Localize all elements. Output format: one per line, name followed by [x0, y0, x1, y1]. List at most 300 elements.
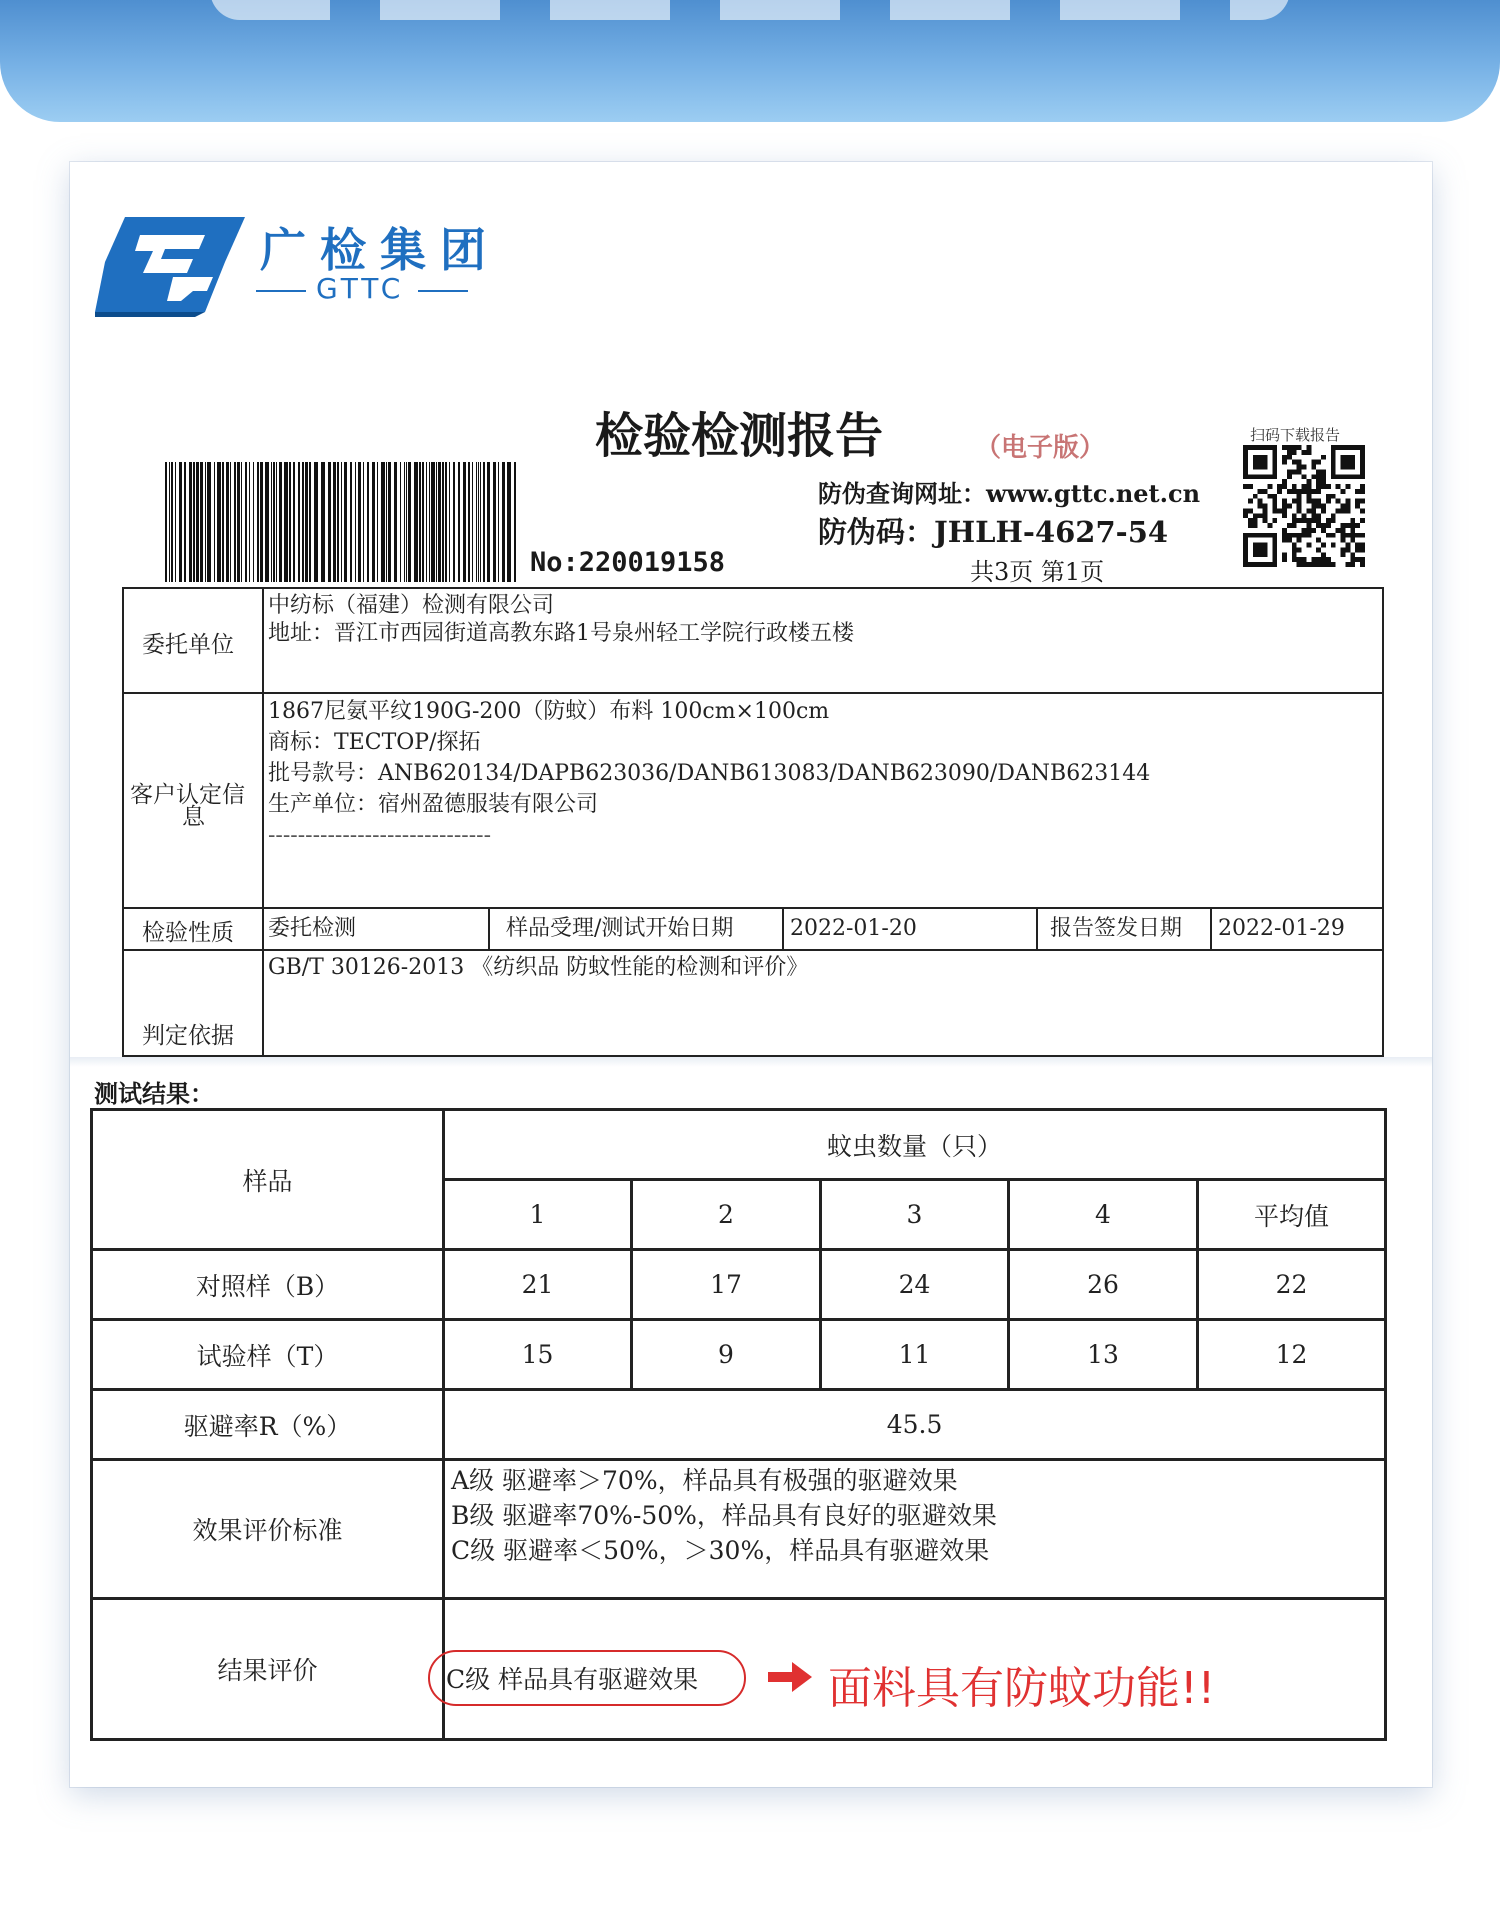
section-seam	[70, 1057, 1432, 1067]
info-divider	[1210, 907, 1212, 949]
qr-module	[1263, 508, 1268, 513]
qr-module	[1282, 445, 1287, 450]
barcode-bar	[436, 462, 437, 582]
barcode-bar	[214, 462, 215, 582]
qr-module	[1321, 474, 1326, 479]
barcode-bar	[431, 462, 435, 582]
qr-module	[1258, 513, 1263, 518]
barcode-bar	[293, 462, 295, 582]
barcode-bar	[493, 462, 496, 582]
qr-module	[1267, 523, 1272, 528]
qr-module	[1306, 450, 1311, 455]
qr-module	[1306, 479, 1311, 484]
qr-module	[1326, 499, 1331, 504]
qr-module	[1258, 504, 1263, 509]
barcode-bar	[175, 462, 176, 582]
barcode-bar	[442, 462, 444, 582]
qr-module	[1302, 528, 1307, 533]
qr-module	[1297, 469, 1302, 474]
qr-module	[1282, 538, 1287, 543]
barcode-bar	[386, 462, 387, 582]
qr-module	[1360, 489, 1365, 494]
barcode-bar	[394, 462, 397, 582]
qr-module	[1297, 518, 1302, 523]
qr-module	[1282, 508, 1287, 513]
qr-module	[1350, 557, 1355, 562]
info-divider	[1036, 907, 1038, 949]
barcode-bar	[355, 462, 356, 582]
qr-module	[1243, 508, 1248, 513]
table-cell: 24	[821, 1250, 1009, 1320]
count-header: 蚊虫数量（只）	[444, 1110, 1386, 1180]
barcode-bar	[400, 462, 401, 582]
qr-finder	[1253, 543, 1268, 558]
standard-line-a: A级 驱避率＞70%，样品具有极强的驱避效果	[451, 1466, 958, 1495]
qr-module	[1355, 489, 1360, 494]
barcode-bar	[422, 462, 424, 582]
qr-module	[1302, 562, 1307, 567]
qr-module	[1282, 552, 1287, 557]
qr-module	[1331, 518, 1336, 523]
barcode-bar	[333, 462, 336, 582]
qr-caption: 扫码下载报告	[1250, 426, 1341, 444]
qr-module	[1341, 538, 1346, 543]
qr-module	[1316, 474, 1321, 479]
client-address: 地址：晋江市西园街道高教东路1号泉州轻工学院行政楼五楼	[268, 621, 854, 646]
barcode-bar	[502, 462, 505, 582]
qr-module	[1282, 460, 1287, 465]
arrow-right-icon	[768, 1662, 812, 1692]
qr-module	[1292, 552, 1297, 557]
qr-module	[1345, 484, 1350, 489]
table-cell: 15	[444, 1320, 632, 1390]
barcode-bar	[514, 462, 516, 582]
qr-module	[1277, 489, 1282, 494]
barcode-bar	[381, 462, 385, 582]
barcode-bar	[358, 462, 361, 582]
qr-module	[1345, 533, 1350, 538]
qr-module	[1355, 499, 1360, 504]
qr-module	[1263, 513, 1268, 518]
brand-info: 商标：TECTOP/探拓	[268, 730, 481, 755]
barcode-bar	[193, 462, 195, 582]
standard-label: 效果评价标准	[92, 1460, 444, 1599]
barcode-bar	[298, 462, 300, 582]
qr-module	[1341, 504, 1346, 509]
qr-module	[1326, 533, 1331, 538]
qr-module	[1306, 523, 1311, 528]
barcode-bar	[414, 462, 418, 582]
qr-module	[1360, 557, 1365, 562]
qr-module	[1287, 523, 1292, 528]
barcode-bar	[406, 462, 407, 582]
qr-module	[1267, 484, 1272, 489]
barcode-bar	[404, 462, 405, 582]
qr-module	[1331, 562, 1336, 567]
qr-module	[1292, 469, 1297, 474]
logo-rule-left	[256, 290, 306, 292]
table-row	[92, 1320, 1386, 1390]
barcode-bar	[257, 462, 259, 582]
barcode-bar	[184, 462, 186, 582]
qr-module	[1287, 445, 1292, 450]
qr-module	[1282, 504, 1287, 509]
qr-module	[1297, 489, 1302, 494]
qr-module	[1292, 543, 1297, 548]
customer-info-label: 客户认定信	[130, 782, 245, 808]
qr-module	[1311, 460, 1316, 465]
qr-module	[1258, 499, 1263, 504]
barcode-bar	[388, 462, 391, 582]
table-cell: 13	[1009, 1320, 1198, 1390]
qr-module	[1321, 469, 1326, 474]
barcode-bar	[284, 462, 288, 582]
qr-module	[1321, 557, 1326, 562]
qr-module	[1350, 538, 1355, 543]
table-cell: 11	[821, 1320, 1009, 1390]
qr-module	[1336, 508, 1341, 513]
qr-module	[1316, 518, 1321, 523]
results-table	[90, 1108, 1387, 1741]
barcode-bar	[419, 462, 421, 582]
row-label: 对照样（B）	[92, 1250, 444, 1320]
qr-module	[1321, 523, 1326, 528]
barcode-bar	[372, 462, 375, 582]
qr-module	[1326, 494, 1331, 499]
column-header: 3	[821, 1180, 1009, 1250]
qr-module	[1360, 547, 1365, 552]
barcode-bar	[408, 462, 411, 582]
qr-module	[1272, 504, 1277, 509]
qr-module	[1326, 484, 1331, 489]
issue-date-label: 报告签发日期	[1050, 916, 1183, 941]
barcode-bar	[367, 462, 369, 582]
qr-module	[1253, 494, 1258, 499]
qr-module	[1287, 533, 1292, 538]
rate-label: 驱避率R（%）	[92, 1390, 444, 1460]
qr-finder	[1253, 455, 1268, 470]
customer-info-label-cont: 息	[182, 804, 205, 830]
qr-module	[1311, 562, 1316, 567]
standard-line-c: C级 驱避率＜50%，＞30%，样品具有驱避效果	[451, 1536, 990, 1565]
qr-module	[1248, 518, 1253, 523]
barcode-bar	[483, 462, 485, 582]
qr-module	[1345, 543, 1350, 548]
qr-module	[1345, 499, 1350, 504]
report-title: 检验检测报告	[595, 408, 884, 464]
barcode-bar	[217, 462, 221, 582]
qr-module	[1292, 460, 1297, 465]
qr-module	[1311, 508, 1316, 513]
barcode-bar	[453, 462, 455, 582]
qr-module	[1316, 538, 1321, 543]
barcode-bar	[273, 462, 275, 582]
basis-label: 判定依据	[142, 1023, 234, 1049]
qr-module	[1355, 523, 1360, 528]
barcode-bar	[226, 462, 229, 582]
qr-module	[1321, 484, 1326, 489]
barcode-bar	[237, 462, 240, 582]
barcode-bar	[171, 462, 173, 582]
qr-module	[1263, 504, 1268, 509]
producer-info: 生产单位：宿州盈德服装有限公司	[268, 792, 599, 817]
report-edition: （电子版）	[975, 433, 1106, 463]
barcode-bar	[169, 462, 170, 582]
qr-module	[1306, 528, 1311, 533]
barcode-bar	[314, 462, 318, 582]
qr-module	[1350, 552, 1355, 557]
qr-module	[1292, 489, 1297, 494]
barcode-bar	[165, 462, 167, 582]
qr-module	[1263, 518, 1268, 523]
barcode-bar	[249, 462, 250, 582]
barcode-bar	[196, 462, 199, 582]
qr-module	[1287, 450, 1292, 455]
qr-module	[1306, 508, 1311, 513]
qr-module	[1316, 547, 1321, 552]
qr-module	[1282, 533, 1287, 538]
qr-module	[1287, 469, 1292, 474]
qr-module	[1345, 508, 1350, 513]
barcode-bar	[449, 462, 450, 582]
qr-module	[1297, 508, 1302, 513]
barcode-bar	[289, 462, 291, 582]
qr-module	[1302, 533, 1307, 538]
highlight-claim: 面料具有防蚊功能!!	[828, 1663, 1216, 1714]
qr-module	[1282, 484, 1287, 489]
qr-module	[1341, 533, 1346, 538]
table-cell: 26	[1009, 1250, 1198, 1320]
qr-module	[1331, 494, 1336, 499]
qr-module	[1311, 499, 1316, 504]
qr-module	[1302, 513, 1307, 518]
qr-module	[1350, 528, 1355, 533]
qr-module	[1311, 504, 1316, 509]
qr-module	[1316, 499, 1321, 504]
anti-fake-code: 防伪码：JHLH-4627-54	[818, 515, 1169, 549]
qr-module	[1316, 562, 1321, 567]
qr-module	[1311, 465, 1316, 470]
qr-module	[1302, 484, 1307, 489]
report-document	[70, 162, 1432, 1787]
batch-info: 批号款号：ANB620134/DAPB623036/DANB613083/DANB623090/DANB623144	[268, 761, 1151, 786]
qr-module	[1316, 484, 1321, 489]
qr-module	[1272, 518, 1277, 523]
qr-module	[1282, 528, 1287, 533]
qr-module	[1341, 552, 1346, 557]
qr-module	[1341, 523, 1346, 528]
qr-module	[1321, 552, 1326, 557]
qr-module	[1360, 484, 1365, 489]
results-title: 测试结果：	[94, 1079, 214, 1108]
qr-module	[1306, 494, 1311, 499]
qr-module	[1292, 450, 1297, 455]
qr-module	[1292, 499, 1297, 504]
table-cell: 12	[1198, 1320, 1386, 1390]
qr-module	[1350, 518, 1355, 523]
qr-module	[1297, 557, 1302, 562]
qr-module	[1292, 523, 1297, 528]
qr-module	[1316, 460, 1321, 465]
qr-module	[1321, 504, 1326, 509]
qr-module	[1282, 455, 1287, 460]
column-header: 1	[444, 1180, 632, 1250]
qr-module	[1248, 499, 1253, 504]
anti-fake-url: 防伪查询网址：www.gttc.net.cn	[818, 479, 1201, 508]
qr-module	[1258, 489, 1263, 494]
table-cell: 9	[632, 1320, 821, 1390]
barcode-bar	[234, 462, 236, 582]
barcode-bar	[350, 462, 352, 582]
barcode-bar	[344, 462, 347, 582]
qr-module	[1243, 484, 1248, 489]
info-divider	[782, 907, 784, 949]
qr-module	[1360, 543, 1365, 548]
barcode-bar	[478, 462, 479, 582]
qr-module	[1292, 445, 1297, 450]
info-rule	[122, 907, 1384, 909]
qr-module	[1355, 547, 1360, 552]
qr-module	[1253, 523, 1258, 528]
qr-module	[1321, 455, 1326, 460]
brand-name-en: GTTC	[316, 272, 405, 305]
qr-module	[1355, 533, 1360, 538]
qr-module	[1355, 504, 1360, 509]
barcode-bar	[476, 462, 477, 582]
qr-module	[1297, 504, 1302, 509]
table-cell: 22	[1198, 1250, 1386, 1320]
qr-module	[1341, 489, 1346, 494]
barcode-bar	[179, 462, 182, 582]
qr-module	[1306, 562, 1311, 567]
qr-module	[1302, 474, 1307, 479]
column-header: 平均值	[1198, 1180, 1386, 1250]
basis-value: GB/T 30126-2013 《纺织品 防蚊性能的检测和评价》	[268, 955, 809, 980]
qr-module	[1292, 533, 1297, 538]
barcode-bar	[458, 462, 460, 582]
qr-module	[1331, 543, 1336, 548]
table-cell: 17	[632, 1250, 821, 1320]
nature-label: 检验性质	[142, 920, 234, 946]
product-info: 1867尼氨平纹190G-200（防蚊）布料 100cm×100cm	[268, 699, 830, 724]
client-label: 委托单位	[142, 632, 234, 658]
qr-module	[1336, 528, 1341, 533]
qr-module	[1341, 547, 1346, 552]
qr-module	[1336, 484, 1341, 489]
barcode-bar	[507, 462, 511, 582]
qr-module	[1306, 543, 1311, 548]
row-label: 试验样（T）	[92, 1320, 444, 1390]
barcode-bar	[498, 462, 499, 582]
report-number: No:220019158	[530, 547, 726, 578]
top-banner	[0, 0, 1500, 122]
qr-module	[1267, 494, 1272, 499]
standard-line-b: B级 驱避率70%-50%，样品具有良好的驱避效果	[451, 1501, 997, 1530]
barcode-bar	[472, 462, 473, 582]
qr-module	[1331, 533, 1336, 538]
qr-module	[1345, 523, 1350, 528]
barcode-bar	[341, 462, 342, 582]
qr-module	[1321, 528, 1326, 533]
barcode-bar	[377, 462, 378, 582]
barcode-bar	[302, 462, 304, 582]
qr-module	[1360, 533, 1365, 538]
qr-module	[1292, 518, 1297, 523]
qr-module	[1316, 523, 1321, 528]
qr-module	[1248, 508, 1253, 513]
qr-module	[1302, 465, 1307, 470]
qr-module	[1306, 445, 1311, 450]
qr-module	[1253, 513, 1258, 518]
qr-module	[1287, 474, 1292, 479]
qr-module	[1306, 518, 1311, 523]
barcode-bar	[271, 462, 272, 582]
info-divider	[488, 907, 490, 949]
table-row	[92, 1460, 1386, 1599]
qr-module	[1297, 494, 1302, 499]
qr-module	[1326, 562, 1331, 567]
info-rule	[122, 949, 1384, 951]
qr-module	[1306, 489, 1311, 494]
barcode-bar	[305, 462, 308, 582]
barcode-bar	[438, 462, 441, 582]
barcode-image	[165, 462, 520, 582]
qr-module	[1311, 513, 1316, 518]
barcode-bar	[200, 462, 203, 582]
qr-module	[1355, 543, 1360, 548]
page-indicator: 共3页 第1页	[970, 558, 1105, 586]
qr-module	[1336, 499, 1341, 504]
qr-module	[1302, 518, 1307, 523]
qr-code-icon[interactable]	[1243, 445, 1365, 567]
barcode-bar	[253, 462, 254, 582]
qr-module	[1287, 504, 1292, 509]
qr-module	[1297, 499, 1302, 504]
barcode-bar	[445, 462, 447, 582]
barcode-bar	[230, 462, 231, 582]
qr-module	[1297, 460, 1302, 465]
qr-module	[1345, 504, 1350, 509]
qr-module	[1326, 523, 1331, 528]
barcode-bar	[189, 462, 192, 582]
qr-module	[1341, 508, 1346, 513]
qr-module	[1306, 484, 1311, 489]
qr-module	[1292, 557, 1297, 562]
qr-module	[1297, 562, 1302, 567]
rate-value: 45.5	[444, 1390, 1386, 1460]
qr-module	[1316, 489, 1321, 494]
barcode-bar	[328, 462, 331, 582]
qr-module	[1282, 557, 1287, 562]
barcode-bar	[487, 462, 490, 582]
info-divider	[262, 587, 264, 1057]
start-date-label: 样品受理/测试开始日期	[506, 916, 734, 941]
qr-module	[1243, 513, 1248, 518]
qr-module	[1306, 533, 1311, 538]
qr-module	[1350, 533, 1355, 538]
qr-module	[1321, 508, 1326, 513]
start-date-value: 2022-01-20	[790, 916, 917, 941]
barcode-bar	[276, 462, 277, 582]
gttc-logo-icon	[95, 217, 245, 317]
barcode-bar	[426, 462, 427, 582]
barcode-bar	[207, 462, 211, 582]
qr-module	[1302, 450, 1307, 455]
qr-module	[1350, 523, 1355, 528]
qr-module	[1277, 484, 1282, 489]
evaluation-label: 结果评价	[92, 1599, 444, 1740]
qr-module	[1355, 557, 1360, 562]
